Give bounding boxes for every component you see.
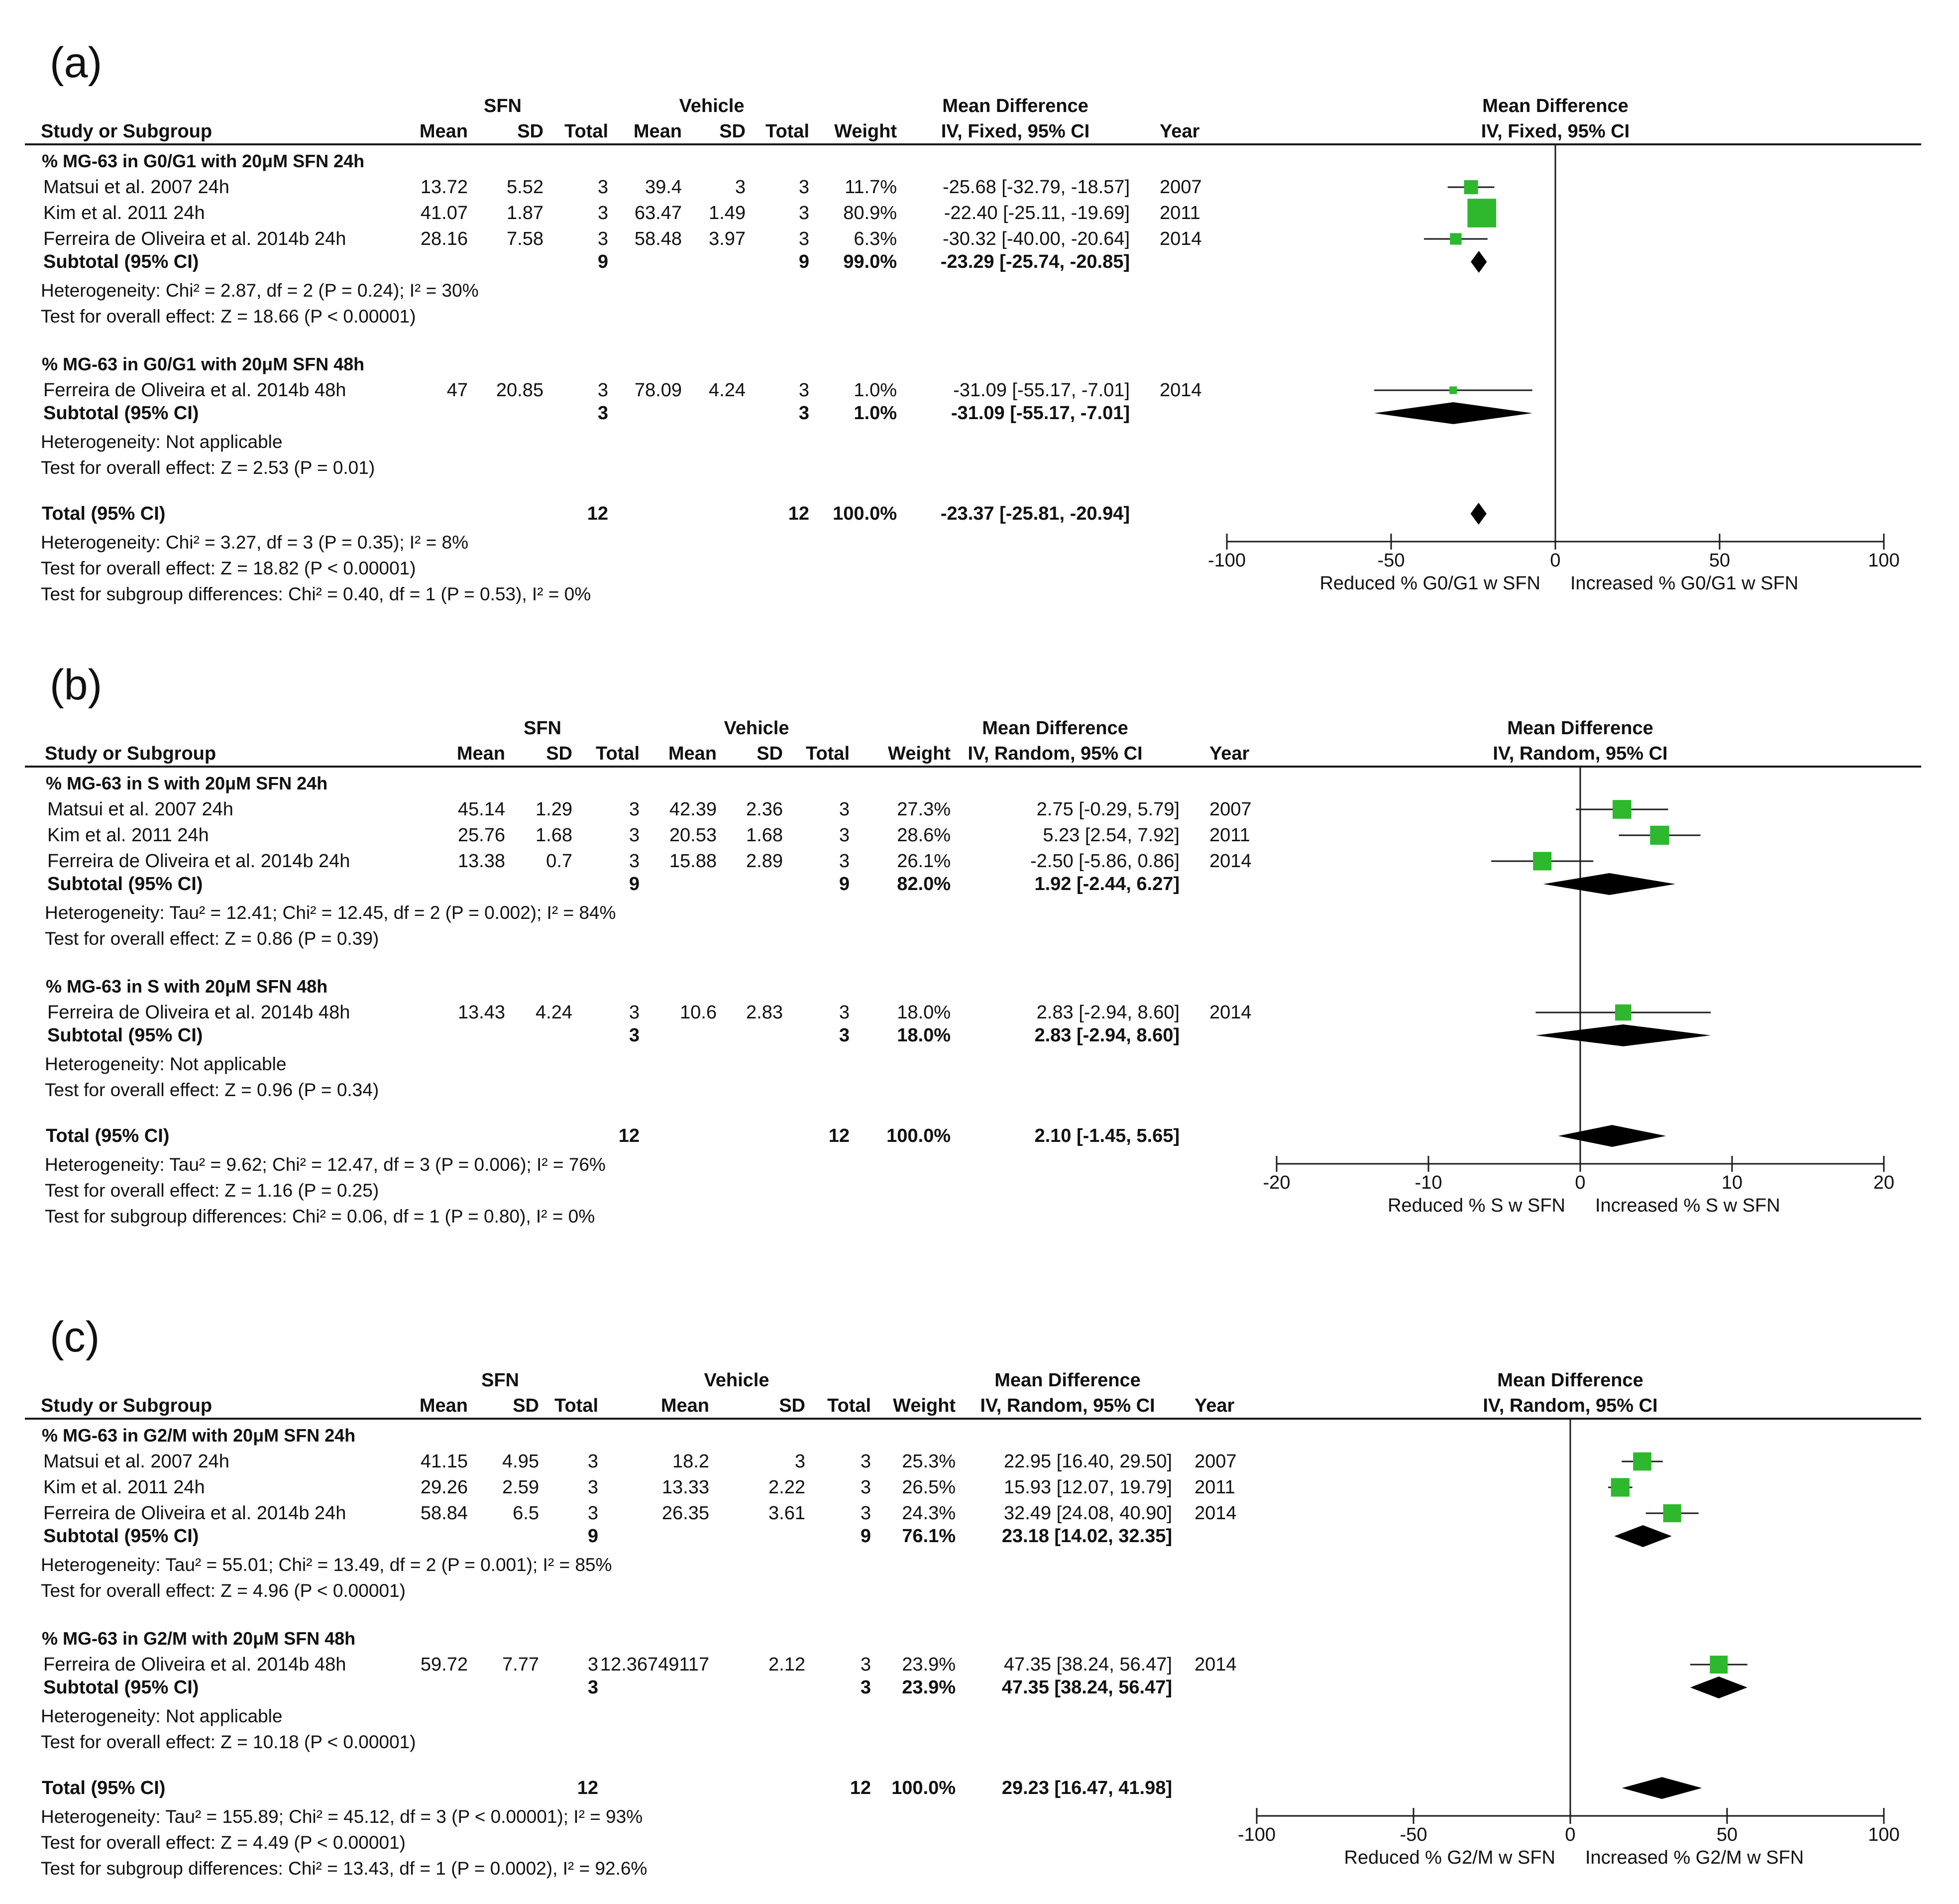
total1-header: Total [596,743,640,764]
x-tick-label: 50 [1709,550,1731,571]
effect-square [1449,386,1457,394]
subgroup-note: Test for overall effect: Z = 4.96 (P < 0.00001) [41,1580,406,1601]
subgroup-note: Heterogeneity: Not applicable [41,432,283,452]
subgroup-note: Test for overall effect: Z = 18.66 (P < 0.00001) [41,306,416,327]
subgroup-title: % MG-63 in S with 20μM SFN 48h [46,976,328,997]
subtotal-ci: 23.18 [14.02, 32.35] [1001,1526,1172,1547]
subtotal-vehicle-total: 3 [860,1677,871,1698]
sfn-total: 3 [597,380,608,401]
vehicle-sd: 3 [794,1451,805,1472]
x-tick-label: 0 [1565,1824,1576,1845]
subtotal-ci: -23.29 [-25.74, -20.85] [940,251,1130,272]
subtotal-ci: 47.35 [38.24, 56.47] [1001,1677,1172,1698]
subtotal-vehicle-total: 9 [860,1526,871,1547]
x-tick-label: 50 [1716,1824,1738,1845]
study-weight: 24.3% [902,1503,956,1524]
total-label: Total (95% CI) [42,503,166,524]
study-year: 2014 [1160,380,1202,401]
vehicle-sd: 2.83 [746,1002,783,1023]
sfn-sd: 1.87 [507,203,544,224]
sfn-total: 3 [629,799,640,820]
total-weight: 100.0% [891,1778,956,1798]
vehicle-total: 3 [860,1477,871,1498]
panel-label: (b) [50,661,103,709]
vehicle-sd: 2.89 [746,851,783,872]
effect-header: Mean Difference [994,1370,1141,1391]
sfn-mean: 45.14 [457,799,505,820]
study-ci: 15.93 [12.07, 19.79] [1003,1477,1172,1498]
vehicle-sd: 3.61 [768,1503,805,1524]
study-weight: 1.0% [854,380,897,401]
vehicle-sd: 4.24 [709,380,746,401]
sd1-header: SD [517,121,544,142]
study-year: 2011 [1209,825,1250,846]
subtotal-weight: 1.0% [854,403,897,424]
pooled-diamond [1690,1677,1747,1698]
axis-right-label: Increased % G0/G1 w SFN [1570,573,1799,594]
vehicle-mean: 12.36749117 [600,1654,709,1675]
study-column-header: Study or Subgroup [45,743,217,764]
subtotal-sfn-total: 9 [597,251,608,272]
year-header: Year [1160,121,1200,142]
axis-left-label: Reduced % G2/M w SFN [1344,1847,1555,1868]
vehicle-mean: 42.39 [669,799,717,820]
sfn-sd: 2.59 [502,1477,539,1498]
subtotal-weight: 82.0% [897,874,951,895]
study-name: Matsui et al. 2007 24h [43,177,229,198]
mean2-header: Mean [660,1395,709,1416]
sfn-sd: 4.95 [502,1451,539,1472]
subtotal-label: Subtotal (95% CI) [43,1677,199,1698]
plot-header: Mean Difference [1507,718,1653,739]
total-note: Test for overall effect: Z = 18.82 (P < 0.00001) [41,558,416,578]
sfn-sd: 4.24 [536,1002,572,1023]
study-weight: 18.0% [897,1002,951,1023]
sfn-total: 3 [587,1503,598,1524]
sfn-mean: 13.72 [420,177,468,198]
total-vehicle: 12 [850,1778,871,1798]
subgroup-note: Heterogeneity: Tau² = 12.41; Chi² = 12.45, df = 2 (P = 0.002); I² = 84% [45,902,616,923]
subtotal-ci: 2.83 [-2.94, 8.60] [1034,1025,1180,1046]
group2-header: Vehicle [704,1370,769,1391]
sfn-mean: 41.07 [420,203,468,224]
subtotal-vehicle-total: 9 [839,874,850,895]
sfn-sd: 1.29 [536,799,572,820]
group1-header: SFN [484,96,522,116]
subgroup-note: Test for overall effect: Z = 0.86 (P = 0.39) [45,928,379,949]
subtotal-label: Subtotal (95% CI) [43,1526,199,1547]
study-weight: 23.9% [902,1654,956,1675]
sfn-total: 3 [629,825,640,846]
effect-square [1615,1005,1631,1020]
study-name: Matsui et al. 2007 24h [47,799,233,820]
total-sfn: 12 [618,1125,640,1146]
group2-header: Vehicle [679,96,745,116]
subgroup-title: % MG-63 in G0/G1 with 20μM SFN 48h [42,354,365,374]
total-sfn: 12 [587,503,608,524]
year-header: Year [1209,743,1250,764]
weight-header: Weight [893,1395,956,1416]
subtotal-ci: -31.09 [-55.17, -7.01] [951,403,1130,424]
sfn-total: 3 [629,851,640,872]
forest-panel-a [25,39,1921,604]
pooled-diamond [1471,251,1487,273]
vehicle-total: 3 [860,1451,871,1472]
x-tick-label: 20 [1873,1172,1895,1193]
subtotal-vehicle-total: 9 [798,251,809,272]
study-ci: 32.49 [24.08, 40.90] [1003,1503,1172,1524]
total-note: Test for subgroup differences: Chi² = 0.06, df = 1 (P = 0.80), I² = 0% [45,1206,595,1227]
study-name: Kim et al. 2011 24h [43,1477,205,1498]
subtotal-sfn-total: 3 [629,1025,640,1046]
sfn-mean: 25.76 [457,825,505,846]
total-weight: 100.0% [833,503,897,524]
subtotal-sfn-total: 3 [597,403,608,424]
study-ci: -25.68 [-32.79, -18.57] [942,177,1130,198]
pooled-diamond [1543,873,1676,895]
vehicle-mean: 78.09 [634,380,682,401]
study-year: 2014 [1209,851,1252,872]
effect-method-header: IV, Fixed, 95% CI [941,121,1090,142]
sd2-header: SD [779,1395,805,1416]
pooled-diamond [1614,1525,1671,1547]
subgroup-note: Heterogeneity: Not applicable [41,1706,283,1726]
study-column-header: Study or Subgroup [41,121,213,142]
effect-square [1467,199,1496,227]
total-note: Heterogeneity: Tau² = 155.89; Chi² = 45.12, df = 3 (P < 0.00001); I² = 93% [41,1806,643,1827]
axis-left-label: Reduced % S w SFN [1388,1195,1565,1216]
subgroup-title: % MG-63 in G2/M with 20μM SFN 24h [42,1425,356,1446]
vehicle-mean: 10.6 [680,1002,717,1023]
year-header: Year [1195,1395,1235,1416]
sfn-total: 3 [597,177,608,198]
sfn-mean: 59.72 [420,1654,468,1675]
study-name: Ferreira de Oliveira et al. 2014b 48h [43,1654,346,1675]
study-name: Ferreira de Oliveira et al. 2014b 48h [47,1002,350,1023]
total1-header: Total [554,1395,598,1416]
total-note: Heterogeneity: Chi² = 3.27, df = 3 (P = 0.35); I² = 8% [41,532,469,553]
study-weight: 25.3% [902,1451,956,1472]
effect-method-header: IV, Random, 95% CI [968,743,1143,764]
panel-label: (a) [50,39,103,87]
pooled-diamond [1558,1125,1666,1147]
effect-header: Mean Difference [942,96,1088,116]
subgroup-note: Heterogeneity: Not applicable [45,1054,287,1074]
total-note: Test for overall effect: Z = 1.16 (P = 0.25) [45,1180,379,1201]
sfn-total: 3 [587,1451,598,1472]
vehicle-total: 3 [798,203,809,224]
vehicle-sd: 2.36 [746,799,783,820]
vehicle-total: 3 [798,228,809,249]
vehicle-mean: 63.47 [634,203,682,224]
x-tick-label: 10 [1721,1172,1743,1193]
vehicle-mean: 18.2 [672,1451,709,1472]
vehicle-sd: 1.49 [709,203,746,224]
sfn-total: 3 [587,1477,598,1498]
study-name: Kim et al. 2011 24h [47,825,209,846]
subtotal-sfn-total: 3 [587,1677,598,1698]
sfn-mean: 58.84 [420,1503,468,1524]
total-ci: 2.10 [-1.45, 5.65] [1034,1125,1180,1146]
x-tick-label: -50 [1377,550,1405,571]
vehicle-sd: 3 [735,177,746,198]
sfn-mean: 13.38 [457,851,505,872]
effect-method-header: IV, Random, 95% CI [980,1395,1155,1416]
sfn-sd: 7.58 [507,228,544,249]
study-ci: -31.09 [-55.17, -7.01] [953,380,1130,401]
mean1-header: Mean [419,121,468,142]
vehicle-mean: 13.33 [661,1477,709,1498]
study-ci: 47.35 [38.24, 56.47] [1003,1654,1172,1675]
vehicle-sd: 1.68 [746,825,783,846]
effect-square [1710,1656,1728,1674]
vehicle-mean: 39.4 [645,177,682,198]
total-ci: 29.23 [16.47, 41.98] [1001,1778,1172,1798]
group1-header: SFN [481,1370,519,1391]
total2-header: Total [765,121,809,142]
subtotal-ci: 1.92 [-2.44, 6.27] [1034,874,1180,895]
plot-header: Mean Difference [1482,96,1629,116]
total-label: Total (95% CI) [46,1125,170,1146]
mean2-header: Mean [633,121,682,142]
subtotal-weight: 18.0% [897,1025,951,1046]
effect-header: Mean Difference [982,718,1128,739]
plot-method-header: IV, Random, 95% CI [1493,743,1668,764]
sfn-sd: 20.85 [496,380,544,401]
subtotal-label: Subtotal (95% CI) [47,1025,203,1046]
x-tick-label: -10 [1415,1172,1442,1193]
sd2-header: SD [757,743,783,764]
total-weight: 100.0% [886,1125,951,1146]
x-tick-label: 100 [1868,1824,1900,1845]
effect-square [1633,1453,1651,1471]
total-note: Heterogeneity: Tau² = 9.62; Chi² = 12.47, df = 3 (P = 0.006); I² = 76% [45,1154,606,1175]
study-ci: -30.32 [-40.00, -20.64] [942,228,1130,249]
axis-right-label: Increased % S w SFN [1595,1195,1780,1216]
subtotal-label: Subtotal (95% CI) [43,251,199,272]
total-label: Total (95% CI) [42,1778,166,1798]
study-name: Ferreira de Oliveira et al. 2014b 24h [43,228,346,249]
effect-square [1533,852,1551,870]
vehicle-total: 3 [798,380,809,401]
study-weight: 6.3% [854,228,897,249]
mean1-header: Mean [456,743,505,764]
study-weight: 28.6% [897,825,951,846]
study-year: 2014 [1209,1002,1252,1023]
sfn-total: 3 [587,1654,598,1675]
sfn-sd: 5.52 [507,177,544,198]
study-name: Kim et al. 2011 24h [43,203,205,224]
sd1-header: SD [513,1395,539,1416]
study-ci: -2.50 [-5.86, 0.86] [1030,851,1180,872]
study-weight: 11.7% [845,177,897,198]
sd2-header: SD [719,121,746,142]
study-name: Ferreira de Oliveira et al. 2014b 24h [43,1503,346,1524]
vehicle-sd: 3.97 [709,228,746,249]
total1-header: Total [564,121,608,142]
pooled-diamond [1622,1777,1702,1799]
study-year: 2007 [1160,177,1202,198]
x-tick-label: -50 [1400,1824,1427,1845]
plot-method-header: IV, Random, 95% CI [1483,1395,1658,1416]
panel-label: (c) [50,1313,100,1361]
sfn-mean: 28.16 [420,228,468,249]
sfn-sd: 6.5 [513,1503,539,1524]
subtotal-sfn-total: 9 [629,874,640,895]
weight-header: Weight [888,743,951,764]
vehicle-mean: 58.48 [634,228,682,249]
study-weight: 80.9% [843,203,897,224]
pooled-diamond [1535,1024,1711,1046]
total-note: Test for subgroup differences: Chi² = 13.43, df = 1 (P = 0.0002), I² = 92.6% [41,1858,648,1879]
total-ci: -23.37 [-25.81, -20.94] [940,503,1130,524]
sd1-header: SD [546,743,572,764]
total-vehicle: 12 [788,503,809,524]
axis-left-label: Reduced % G0/G1 w SFN [1319,573,1540,594]
effect-square [1464,180,1478,194]
x-tick-label: 0 [1550,550,1561,571]
subtotal-weight: 23.9% [902,1677,956,1698]
forest-panel-c [25,1313,1921,1879]
vehicle-total: 3 [839,799,850,820]
study-column-header: Study or Subgroup [41,1395,213,1416]
vehicle-total: 3 [860,1654,871,1675]
effect-square [1611,1478,1630,1496]
study-name: Ferreira de Oliveira et al. 2014b 24h [47,851,350,872]
subgroup-note: Heterogeneity: Chi² = 2.87, df = 2 (P = 0.24); I² = 30% [41,280,479,301]
total2-header: Total [827,1395,871,1416]
sfn-total: 3 [597,228,608,249]
mean1-header: Mean [419,1395,468,1416]
study-year: 2014 [1160,228,1202,249]
study-ci: 2.83 [-2.94, 8.60] [1036,1002,1180,1023]
study-year: 2014 [1195,1503,1237,1524]
study-year: 2011 [1195,1477,1235,1498]
mean2-header: Mean [668,743,717,764]
x-tick-label: 0 [1575,1172,1586,1193]
study-weight: 26.5% [902,1477,956,1498]
subgroup-title: % MG-63 in G2/M with 20μM SFN 48h [42,1628,356,1649]
vehicle-total: 3 [798,177,809,198]
subtotal-weight: 99.0% [843,251,897,272]
x-tick-label: -20 [1263,1172,1291,1193]
group2-header: Vehicle [724,718,789,739]
x-tick-label: 100 [1868,550,1900,571]
study-weight: 26.1% [897,851,951,872]
total-vehicle: 12 [828,1125,850,1146]
study-year: 2011 [1160,203,1200,224]
effect-square [1613,800,1632,819]
subtotal-label: Subtotal (95% CI) [47,874,203,895]
pooled-diamond [1471,503,1487,525]
sfn-total: 3 [629,1002,640,1023]
vehicle-sd: 2.22 [768,1477,805,1498]
subgroup-title: % MG-63 in G0/G1 with 20μM SFN 24h [42,151,365,171]
study-ci: -22.40 [-25.11, -19.69] [944,203,1130,224]
vehicle-total: 3 [839,1002,850,1023]
sfn-sd: 0.7 [546,851,572,872]
plot-header: Mean Difference [1497,1370,1643,1391]
sfn-sd: 7.77 [502,1654,539,1675]
vehicle-mean: 26.35 [661,1503,709,1524]
total2-header: Total [806,743,850,764]
study-ci: 22.95 [16.40, 29.50] [1003,1451,1172,1472]
pooled-diamond [1374,402,1532,424]
subgroup-note: Heterogeneity: Tau² = 55.01; Chi² = 13.49, df = 2 (P = 0.001); I² = 85% [41,1555,612,1575]
vehicle-total: 3 [839,851,850,872]
subtotal-vehicle-total: 3 [839,1025,850,1046]
sfn-mean: 13.43 [457,1002,505,1023]
weight-header: Weight [834,121,897,142]
study-name: Ferreira de Oliveira et al. 2014b 48h [43,380,346,401]
study-name: Matsui et al. 2007 24h [43,1451,229,1472]
subtotal-vehicle-total: 3 [798,403,809,424]
axis-right-label: Increased % G2/M w SFN [1585,1847,1804,1868]
study-year: 2014 [1195,1654,1237,1675]
subtotal-label: Subtotal (95% CI) [43,403,199,424]
study-weight: 27.3% [897,799,951,820]
forest-panel-b [25,661,1921,1227]
vehicle-total: 3 [839,825,850,846]
sfn-total: 3 [597,203,608,224]
sfn-mean: 47 [446,380,468,401]
study-ci: 2.75 [-0.29, 5.79] [1036,799,1180,820]
subgroup-note: Test for overall effect: Z = 10.18 (P < 0.00001) [41,1732,416,1752]
x-tick-label: -100 [1237,1824,1276,1845]
vehicle-total: 3 [860,1503,871,1524]
effect-square [1450,233,1461,244]
sfn-mean: 41.15 [420,1451,468,1472]
sfn-sd: 1.68 [536,825,572,846]
total-sfn: 12 [577,1778,598,1798]
subtotal-weight: 76.1% [902,1526,956,1547]
plot-method-header: IV, Fixed, 95% CI [1481,121,1630,142]
subgroup-title: % MG-63 in S with 20μM SFN 24h [46,773,328,793]
x-tick-label: -100 [1207,550,1246,571]
group1-header: SFN [524,718,561,739]
vehicle-sd: 2.12 [768,1654,805,1675]
vehicle-mean: 20.53 [669,825,717,846]
subgroup-note: Test for overall effect: Z = 2.53 (P = 0.01) [41,457,375,478]
total-note: Test for subgroup differences: Chi² = 0.40, df = 1 (P = 0.53), I² = 0% [41,584,591,604]
total-note: Test for overall effect: Z = 4.49 (P < 0.00001) [41,1832,406,1853]
subtotal-sfn-total: 9 [587,1526,598,1547]
study-year: 2007 [1209,799,1252,820]
sfn-mean: 29.26 [420,1477,468,1498]
subgroup-note: Test for overall effect: Z = 0.96 (P = 0.34) [45,1080,379,1100]
vehicle-mean: 15.88 [669,851,717,872]
study-year: 2007 [1195,1451,1237,1472]
effect-square [1650,826,1669,845]
effect-square [1663,1504,1681,1522]
study-ci: 5.23 [2.54, 7.92] [1043,825,1180,846]
